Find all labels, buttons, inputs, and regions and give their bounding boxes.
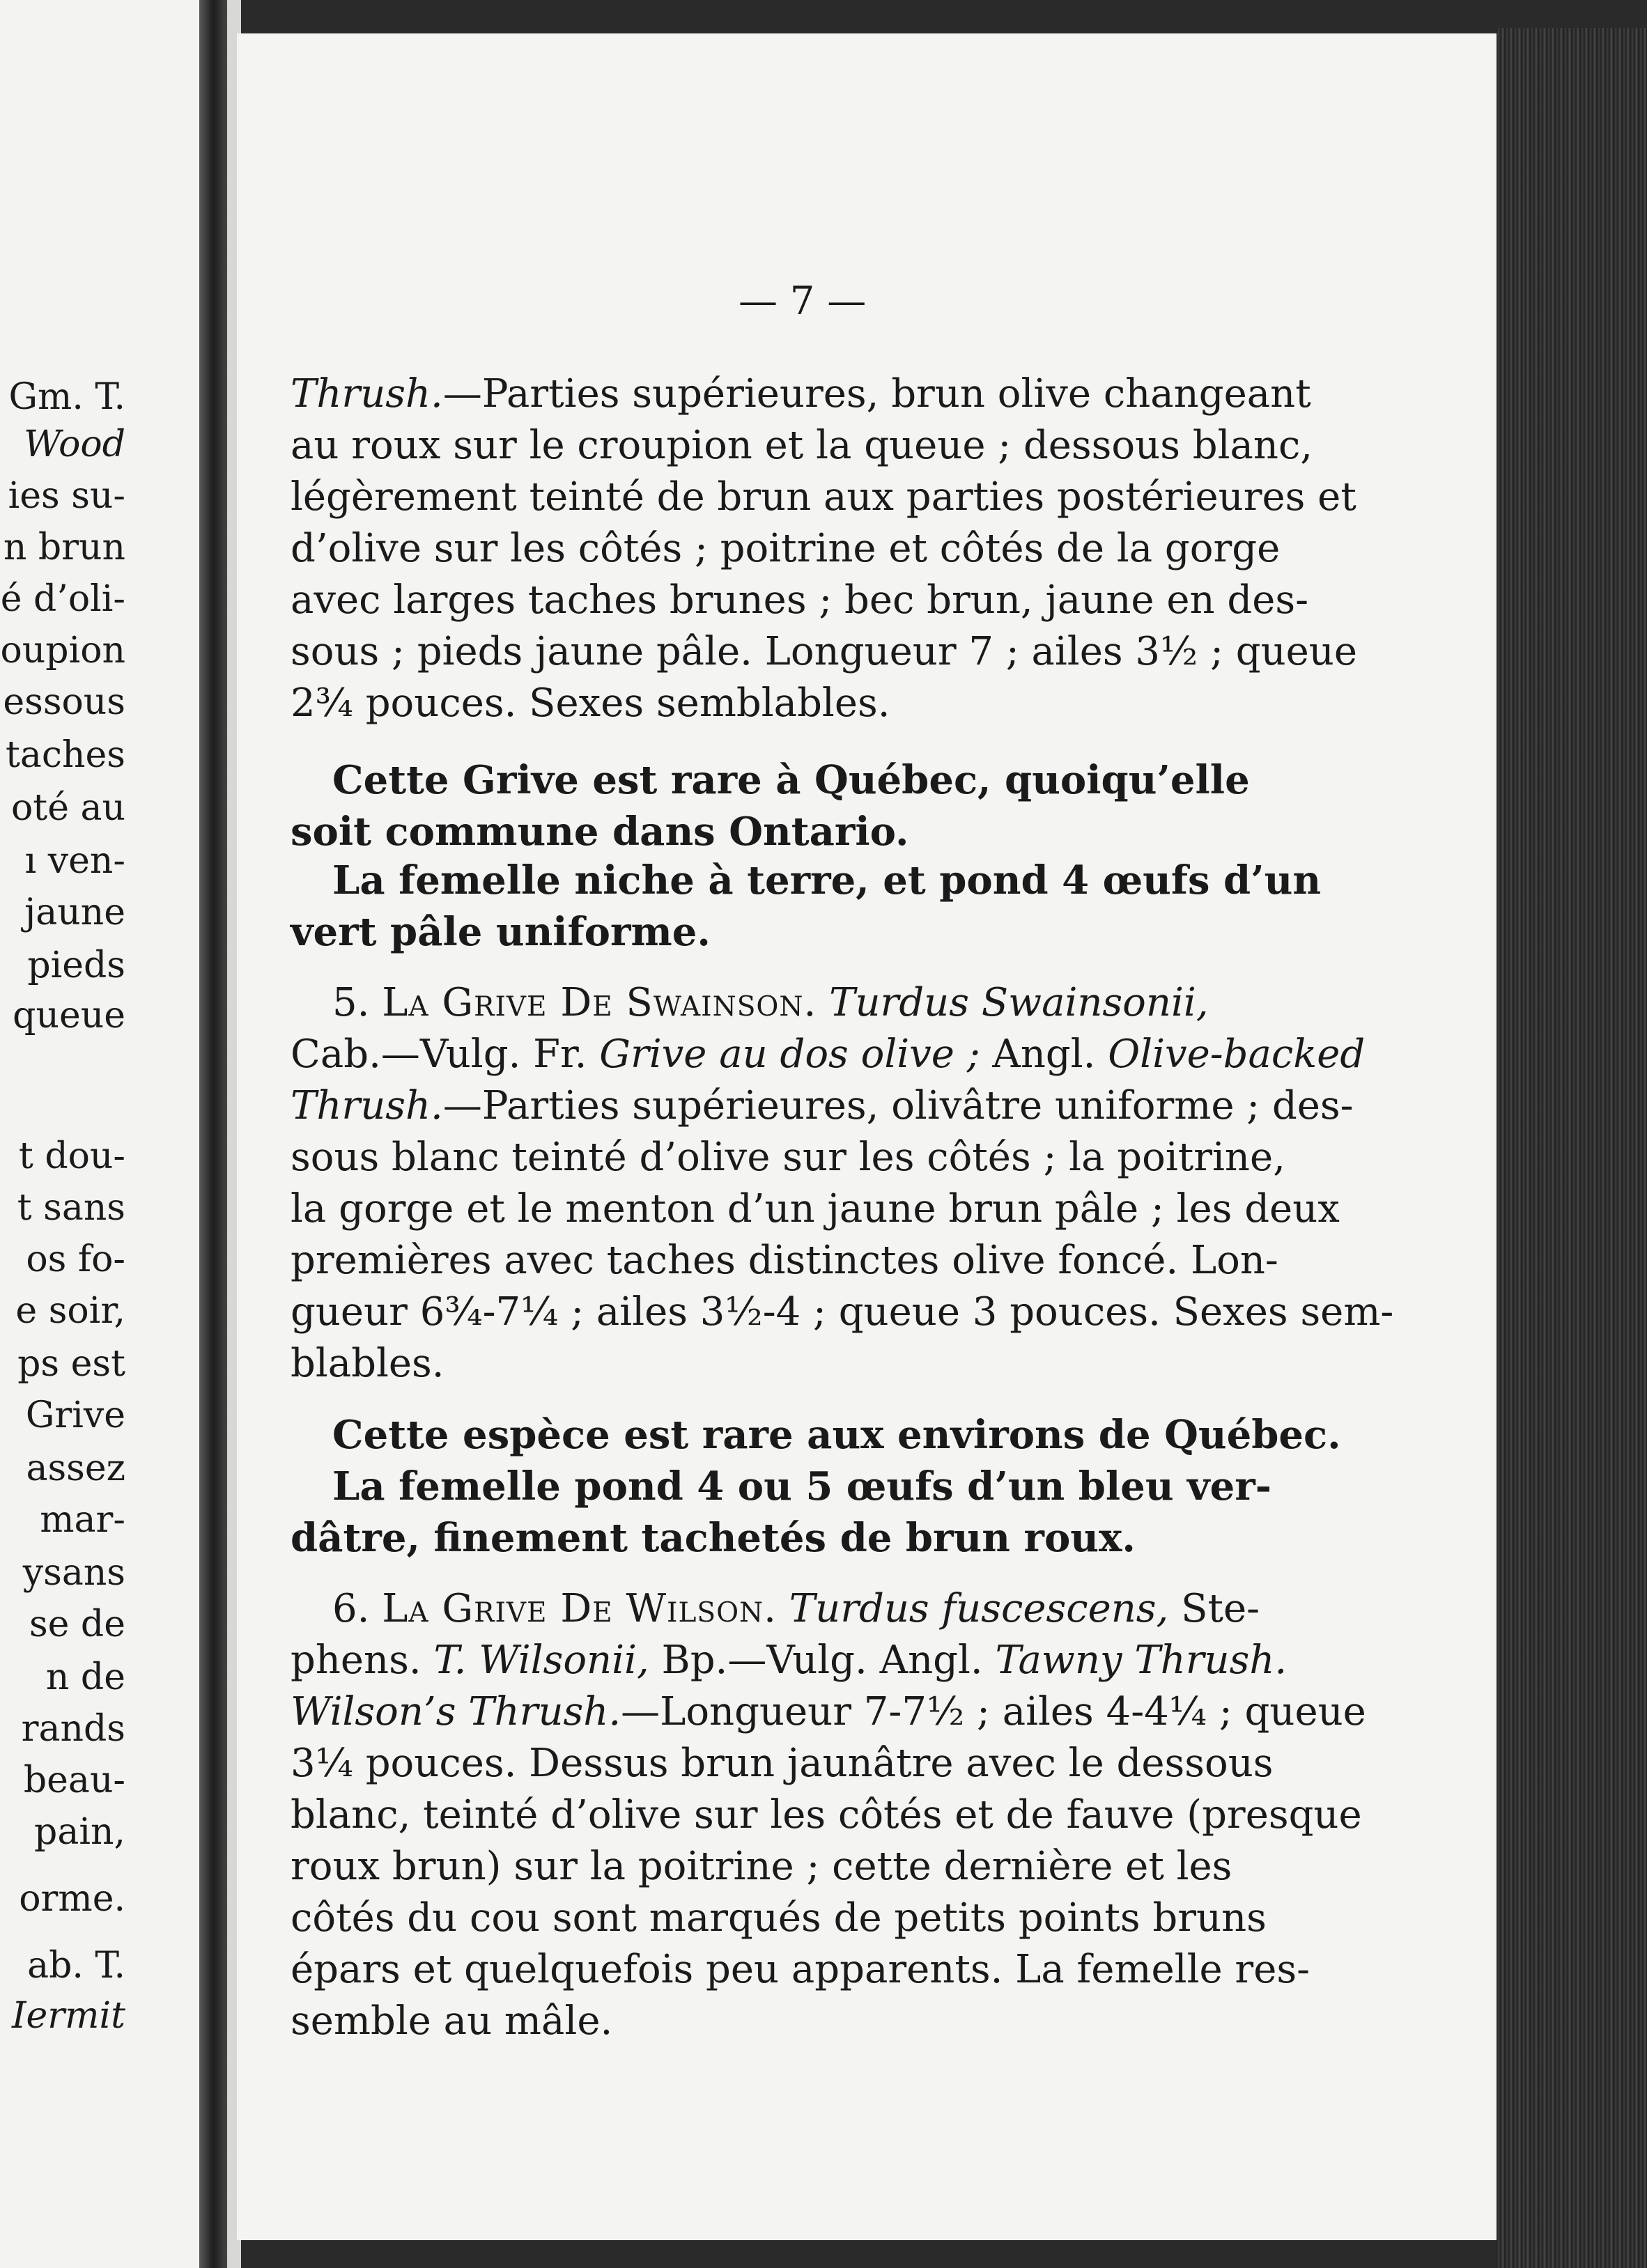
text-line: Wilson’s Thrush.—Longueur 7-7½ ; ailes 4-4¼ ; queue	[291, 1689, 1366, 1734]
left-line: t dou-	[18, 1135, 125, 1177]
left-line: é d’oli-	[0, 578, 125, 620]
left-line: queue	[13, 995, 125, 1036]
text-line: au roux sur le croupion et la queue ; dessous blanc,	[291, 423, 1313, 468]
left-line: ab. T.	[27, 1945, 125, 1987]
left-line: orme.	[19, 1878, 125, 1920]
left-line: jaune	[24, 892, 125, 933]
text-line: blanc, teinté d’olive sur les côtés et de fauve (presque	[291, 1792, 1362, 1838]
note-line: Cette Grive est rare à Québec, quoiqu’elle	[332, 757, 1250, 803]
left-line: Wood	[24, 424, 125, 465]
text-line: 3¼ pouces. Dessus brun jaunâtre avec le dessous	[291, 1741, 1274, 1786]
text-line: semble au mâle.	[291, 1998, 613, 2044]
note-line: vert pâle uniforme.	[291, 909, 711, 955]
left-line: n brun	[3, 527, 125, 568]
left-line: assez	[26, 1447, 125, 1489]
left-line: taches	[6, 734, 125, 776]
left-line: beau-	[23, 1760, 125, 1801]
text-line: 2¾ pouces. Sexes semblables.	[291, 681, 890, 726]
text-line: gueur 6¾-7¼ ; ailes 3½-4 ; queue 3 pouces. Sexes sem-	[291, 1289, 1394, 1335]
text-line: sous blanc teinté d’olive sur les côtés ; la poitrine,	[291, 1135, 1285, 1180]
left-line: ı ven-	[24, 840, 125, 882]
text-line: épars et quelquefois peu apparents. La femelle res-	[291, 1947, 1310, 1992]
left-line: mar-	[40, 1499, 125, 1541]
left-line: Iermit	[11, 1995, 125, 2037]
text-line: légèrement teinté de brun aux parties postérieures et	[291, 474, 1356, 520]
left-line: Grive	[25, 1395, 125, 1436]
left-page	[0, 0, 209, 2268]
left-line: ysans	[22, 1552, 125, 1594]
left-line: pieds	[27, 945, 125, 986]
left-line: ps est	[17, 1343, 125, 1385]
left-line: Gm. T.	[8, 376, 125, 418]
left-line: n de	[45, 1656, 125, 1698]
left-line: t sans	[17, 1187, 125, 1229]
page-number: — 7 —	[739, 279, 867, 324]
note-line: La femelle pond 4 ou 5 œufs d’un bleu ver-	[332, 1463, 1271, 1509]
note-line: Cette espèce est rare aux environs de Québec.	[332, 1412, 1341, 1458]
left-line: os fo-	[26, 1238, 125, 1280]
left-line: essous	[3, 681, 125, 723]
left-line: e soir,	[15, 1290, 125, 1332]
note-line: dâtre, finement tachetés de brun roux.	[291, 1515, 1136, 1561]
text-line: Thrush.—Parties supérieures, brun olive changeant	[291, 371, 1311, 417]
text-line: phens. T. Wilsonii, Bp.—Vulg. Angl. Tawny Thrush.	[291, 1638, 1288, 1683]
text-line: d’olive sur les côtés ; poitrine et côtés de la gorge	[291, 526, 1281, 571]
left-line: oté au	[11, 787, 125, 829]
text-line: Cab.—Vulg. Fr. Grive au dos olive ; Angl. Olive-backed	[291, 1032, 1366, 1077]
text-line: avec larges taches brunes ; bec brun, jaune en des-	[291, 577, 1309, 623]
left-line: se de	[29, 1603, 125, 1645]
text-line: premières avec taches distinctes olive foncé. Lon-	[291, 1238, 1278, 1283]
text-line: 6. La Grive De Wilson. Turdus fuscescens, Ste-	[332, 1586, 1260, 1631]
book-spine	[1497, 28, 1647, 2268]
text-line: côtés du cou sont marqués de petits points bruns	[291, 1895, 1267, 1941]
left-line: pain,	[34, 1811, 125, 1853]
text-line: 5. La Grive De Swainson. Turdus Swainsonii,	[332, 980, 1209, 1025]
left-line: ies su-	[8, 475, 125, 517]
left-page-edge	[199, 0, 227, 2268]
text-line: roux brun) sur la poitrine ; cette dernière et les	[291, 1844, 1232, 1889]
text-line: sous ; pieds jaune pâle. Longueur 7 ; ailes 3½ ; queue	[291, 629, 1358, 674]
left-line: rands	[21, 1708, 125, 1750]
note-line: soit commune dans Ontario.	[291, 809, 909, 855]
left-line: oupion	[0, 630, 125, 671]
text-line: Thrush.—Parties supérieures, olivâtre uniforme ; des-	[291, 1083, 1354, 1128]
note-line: La femelle niche à terre, et pond 4 œufs d’un	[332, 857, 1322, 903]
text-line: la gorge et le menton d’un jaune brun pâle ; les deux	[291, 1186, 1340, 1232]
text-line: blables.	[291, 1341, 444, 1386]
